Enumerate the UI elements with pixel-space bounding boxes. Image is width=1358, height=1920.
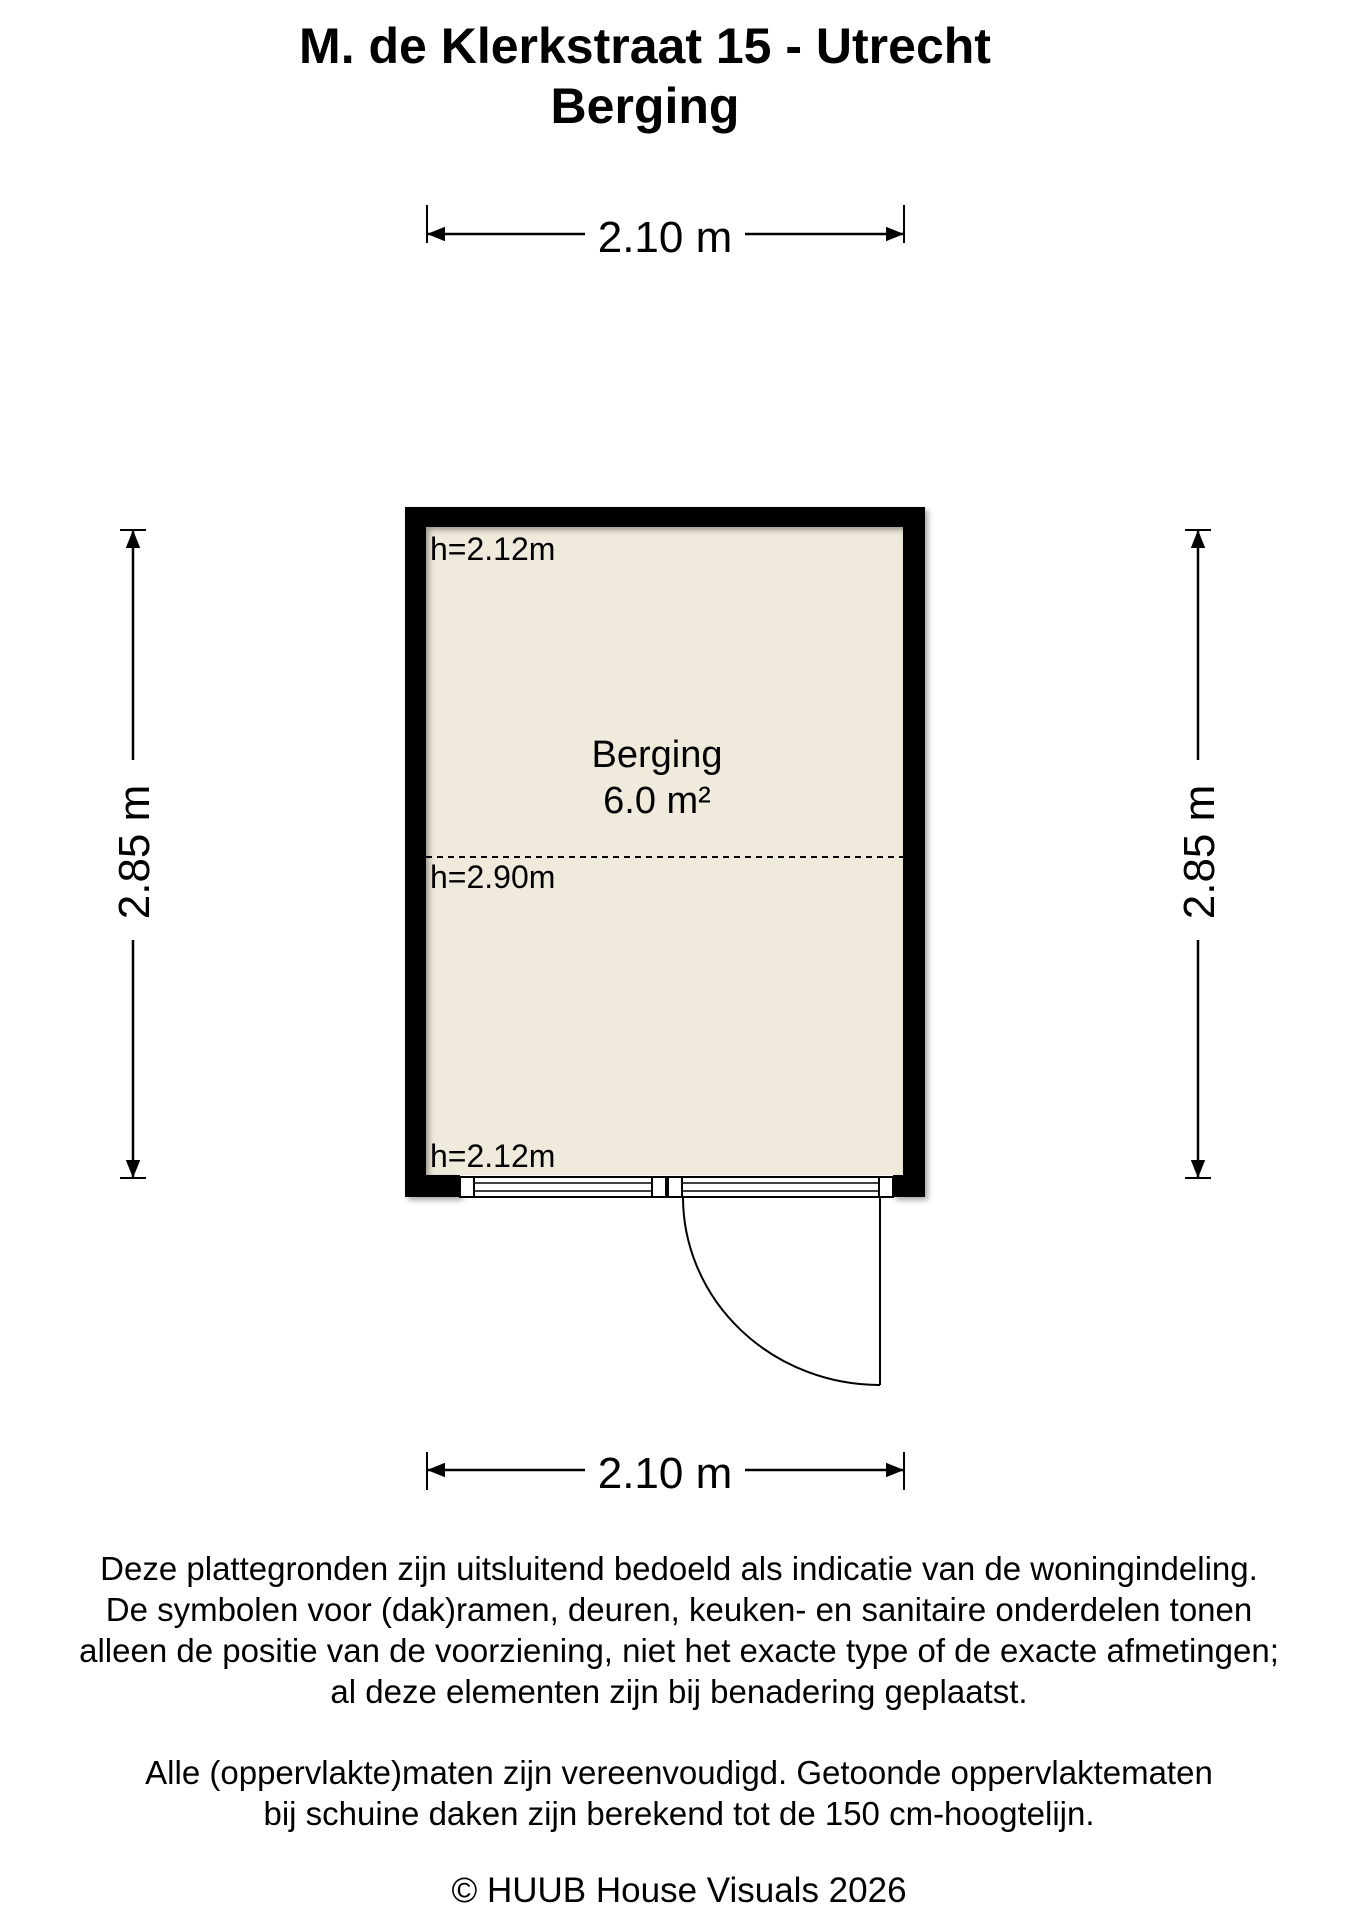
disclaimer-line: Alle (oppervlakte)maten zijn vereenvoudigd. Getoonde oppervlaktematen	[145, 1754, 1213, 1791]
dimension-bottom	[427, 1449, 904, 1498]
dimension-right-label: 2.85 m	[1175, 784, 1224, 920]
disclaimer-line: De symbolen voor (dak)ramen, deuren, keuken- en sanitaire onderdelen tonen	[105, 1591, 1253, 1628]
room-area: 6.0 m²	[603, 780, 711, 822]
address-title: M. de Klerkstraat 15 - Utrecht	[299, 18, 991, 74]
door-frame	[460, 1177, 893, 1197]
door-swing	[683, 1197, 880, 1385]
disclaimer-block-2	[0, 1752, 1358, 1834]
dimension-left-label: 2.85 m	[110, 784, 159, 920]
floor-title: Berging	[550, 78, 740, 134]
disclaimer-line: alleen de positie van de voorziening, niet het exacte type of de exacte afmetingen;	[79, 1632, 1279, 1669]
copyright: © HUUB House Visuals 2026	[451, 1871, 907, 1910]
floor-area	[426, 527, 903, 1175]
height-label-middle: h=2.90m	[430, 859, 556, 895]
dimension-top	[427, 205, 904, 262]
room-berging	[405, 507, 925, 1385]
dimension-left	[110, 530, 159, 1178]
height-label-bottom: h=2.12m	[430, 1138, 556, 1174]
disclaimer-line: al deze elementen zijn bij benadering geplaatst.	[330, 1673, 1028, 1710]
disclaimer-line: bij schuine daken zijn berekend tot de 150 cm-hoogtelijn.	[263, 1795, 1095, 1832]
dimension-bottom-label: 2.10 m	[597, 1449, 733, 1498]
dimension-right	[1175, 530, 1224, 1178]
height-label-top: h=2.12m	[430, 531, 556, 567]
dimension-top-label: 2.10 m	[597, 213, 733, 262]
room-name: Berging	[591, 734, 723, 776]
disclaimer-block-1	[0, 1548, 1358, 1712]
disclaimer-line: Deze plattegronden zijn uitsluitend bedoeld als indicatie van de woningindeling.	[100, 1550, 1258, 1587]
